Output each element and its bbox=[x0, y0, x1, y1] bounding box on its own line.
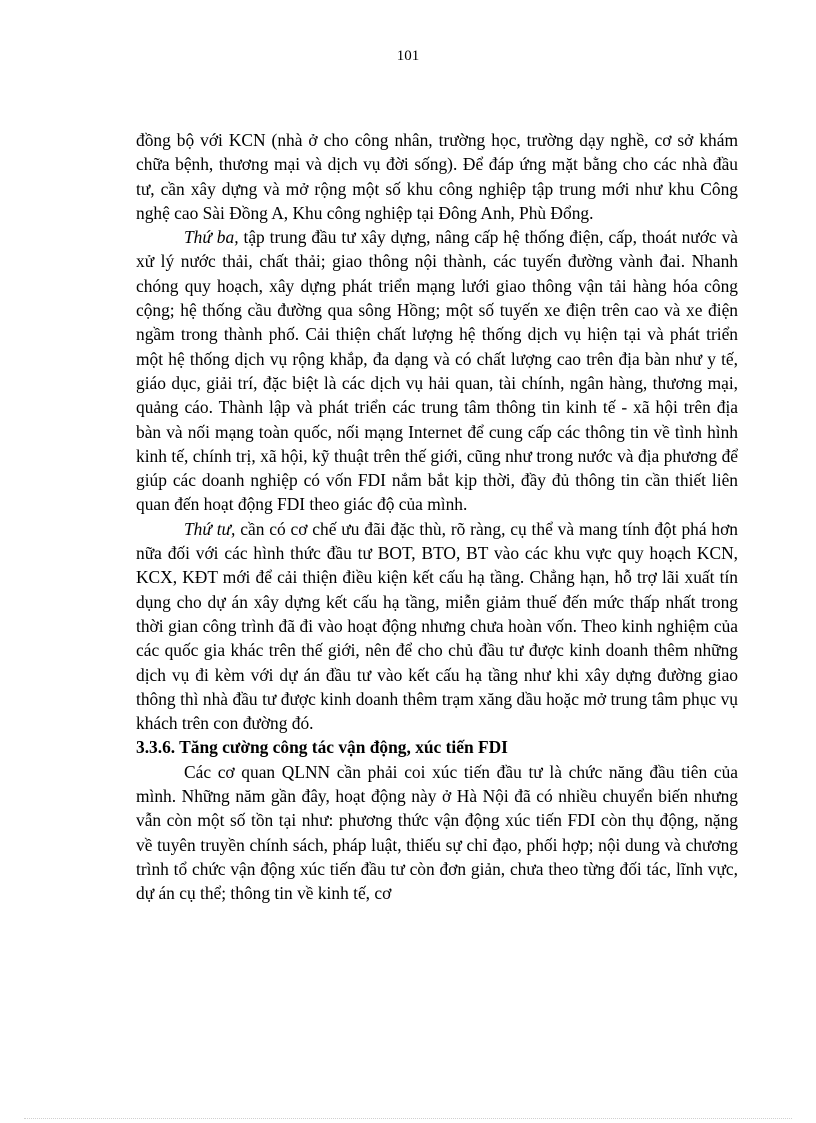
document-body bbox=[136, 128, 738, 906]
paragraph-4: Các cơ quan QLNN cần phải coi xúc tiến đầu tư là chức năng đầu tiên của mình. Những năm gần đây, hoạt động này ở Hà Nội đã có nhiều chuyển biến nhưng vẫn còn một số tồn tại như: phương thức vận động xúc tiến FDI còn thụ động, nặng về tuyên truyền chính sách, pháp luật, thiếu sự chỉ đạo, phối hợp; nội dung và chương trình tổ chức vận động xúc tiến đầu tư còn đơn giản, chưa theo từng đối tác, lĩnh vực, dự án cụ thể; thông tin về kinh tế, cơ bbox=[136, 761, 738, 904]
section-heading: 3.3.6. Tăng cường công tác vận động, xúc tiến FDI bbox=[136, 737, 508, 758]
page-number: 101 bbox=[396, 48, 420, 64]
paragraph-2-lead: Thứ ba, bbox=[184, 227, 239, 248]
paragraph-3-lead: Thứ tư, bbox=[184, 518, 236, 539]
page-bottom-divider bbox=[24, 1118, 792, 1119]
paragraph-3-body: cần có cơ chế ưu đãi đặc thù, rõ ràng, cụ thể và mang tính đột phá hơn nữa đối với các hình thức đầu tư BOT, BTO, BT vào các khu vực quy hoạch KCN, KCX, KĐT mới để cải thiện điều kiện kết cấu hạ tầng. Chẳng hạn, hỗ trợ lãi xuất tín dụng cho dự án xây dựng kết cấu hạ tầng, miễn giảm thuế đến mức thấp nhất trong thời gian công trình đã đi vào hoạt động nhưng chưa hoàn vốn. Theo kinh nghiệm của các quốc gia khác trên thế giới, nên để cho chủ đầu tư được kinh doanh thêm những dịch vụ đi kèm với dự án đầu tư vào kết cấu hạ tầng như khi xây dựng đường giao thông thì nhà đầu tư được kinh doanh thêm trạm xăng dầu hoặc mở trung tâm phục vụ khách trên con đường đó. bbox=[136, 518, 738, 734]
paragraph-2-body: tập trung đầu tư xây dựng, nâng cấp hệ thống điện, cấp, thoát nước và xử lý nước thải, chất thải; giao thông nội thành, các tuyến đường vành đai. Nhanh chóng quy hoạch, xây dựng phát triển mạng lưới giao thông vận tải hàng hóa công cộng; hệ thống cầu đường qua sông Hồng; một số tuyến xe điện trên cao và xe điện ngầm trong thành phố. Cải thiện chất lượng hệ thống dịch vụ hiện tại và phát triển một hệ thống dịch vụ rộng khắp, đa dạng và có chất lượng cao trên địa bàn như y tế, giáo dục, giải trí, đặc biệt là các dịch vụ hải quan, tài chính, ngân hàng, thương mại, quảng cáo. Thành lập và phát triển các trung tâm thông tin kinh tế - xã hội trên địa bàn và nối mạng toàn quốc, nối mạng Internet để cung cấp các thông tin về tình hình kinh tế, chính trị, xã hội, kỹ thuật trên thế giới, cũng như trong nước và địa phương để giúp các doanh nghiệp có vốn FDI nắm bắt kịp thời, đầy đủ thông tin cần thiết liên quan đến hoạt động FDI theo giác độ của mình. bbox=[136, 227, 738, 515]
paragraph-1: đồng bộ với KCN (nhà ở cho công nhân, trường học, trường dạy nghề, cơ sở khám chữa bệnh, thương mại và dịch vụ đời sống). Để đáp ứng mặt bằng cho các nhà đầu tư, cần xây dựng và mở rộng một số khu công nghiệp tập trung mới như khu Công nghệ cao Sài Đồng A, Khu công nghiệp tại Đông Anh, Phù Đổng. bbox=[136, 130, 738, 223]
paragraph-2 bbox=[136, 225, 738, 517]
paragraph-3 bbox=[136, 517, 738, 736]
